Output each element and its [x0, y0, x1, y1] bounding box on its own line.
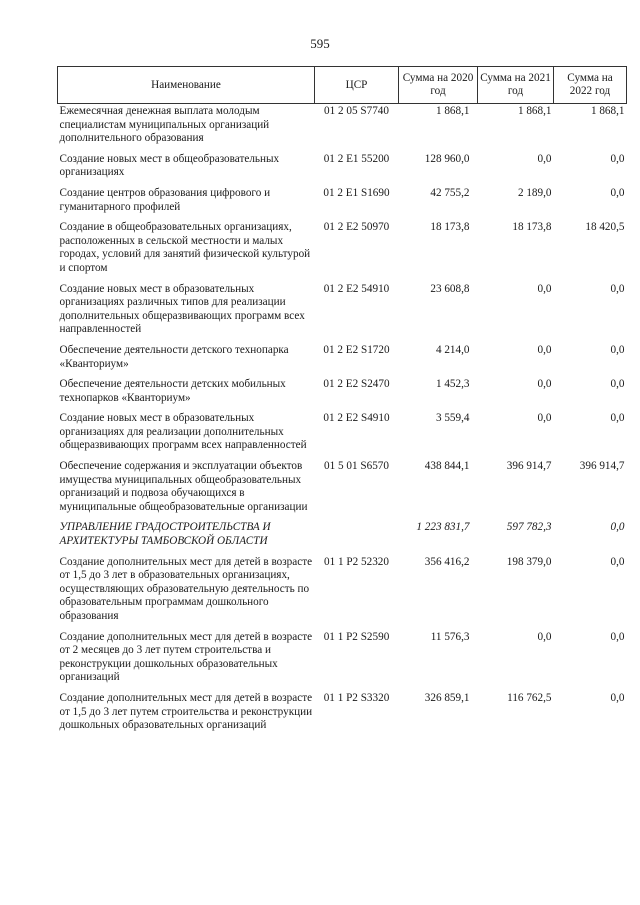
row-sum-2020: 1 868,1	[435, 105, 470, 117]
row-sum-2022: 0,0	[610, 412, 625, 425]
table-row	[58, 459, 627, 520]
row-sum-2022: 0,0	[610, 282, 625, 295]
row-sum-2022: 0,0	[610, 378, 625, 391]
row-sum-2020: 1 452,3	[435, 378, 470, 391]
budget-table	[57, 66, 627, 739]
table-row	[58, 220, 627, 281]
row-csr: 01 2 E1 55200	[323, 152, 390, 165]
header-name: Наименование	[58, 67, 315, 104]
table-row	[58, 411, 627, 459]
table-row	[58, 152, 627, 186]
page-number: 595	[310, 36, 330, 51]
row-csr: 01 2 E2 S4910	[323, 412, 390, 425]
header-sum-2022: Сумма на 2022 год	[554, 67, 627, 104]
row-csr: 01 1 P2 S3320	[323, 691, 390, 704]
section-csr	[315, 520, 399, 554]
row-sum-2022: 0,0	[610, 555, 625, 568]
header-csr: ЦСР	[315, 67, 399, 104]
row-sum-2022: 0,0	[610, 152, 625, 165]
row-csr: 01 2 05 S7740	[324, 105, 389, 117]
row-sum-2022: 0,0	[610, 691, 625, 704]
section-sum-2022: 0,0	[610, 521, 625, 534]
row-name: Создание в общеобразовательных организациях, расположенных в сельской местности и малых городах, условий для занятий физической культурой и спортом	[59, 221, 311, 274]
row-sum-2022: 0,0	[610, 186, 625, 199]
row-sum-2021: 198 379,0	[506, 555, 552, 568]
section-name: УПРАВЛЕНИЕ ГРАДОСТРОИТЕЛЬСТВА И АРХИТЕКТУРЫ ТАМБОВСКОЙ ОБЛАСТИ	[59, 521, 271, 548]
row-sum-2021: 396 914,7	[506, 460, 552, 473]
row-csr: 01 1 P2 S2590	[323, 630, 390, 643]
row-name: Обеспечение деятельности детских мобильных технопарков «Кванториум»	[59, 378, 286, 404]
row-name: Создание дополнительных мест для детей в возрасте от 1,5 до 3 лет в образовательных организациях, осуществляющих образовательную деятельность по образовательным программам дошкольного образования	[59, 555, 313, 622]
row-name: Создание новых мест в образовательных организациях различных типов для реализации дополнительных общеразвивающих программ всех направленностей	[59, 282, 305, 336]
table-row	[58, 377, 627, 411]
row-sum-2020: 4 214,0	[435, 343, 470, 356]
section-sum-2021: 597 782,3	[506, 521, 552, 534]
table-row	[58, 691, 627, 739]
row-sum-2022: 0,0	[610, 343, 625, 356]
row-csr: 01 5 01 S6570	[324, 460, 389, 473]
row-sum-2020: 326 859,1	[424, 691, 470, 704]
header-sum-2021: Сумма на 2021 год	[478, 67, 554, 104]
row-sum-2021: 0,0	[537, 282, 552, 295]
row-csr: 01 2 E2 S2470	[323, 378, 390, 391]
table-row	[58, 555, 627, 630]
row-sum-2020: 42 755,2	[430, 186, 470, 199]
table-header-row	[58, 67, 627, 104]
row-name: Создание дополнительных мест для детей в возрасте от 2 месяцев до 3 лет путем строительства и реконструкции дошкольных образовательных организаций	[59, 630, 313, 684]
row-sum-2021: 18 173,8	[512, 221, 552, 234]
row-csr: 01 1 P2 52320	[324, 555, 389, 568]
row-sum-2020: 18 173,8	[430, 221, 470, 234]
row-name: Создание новых мест в образовательных организациях для реализации дополнительных общеразвивающих программ всех направленностей	[59, 412, 307, 452]
table-row	[58, 186, 627, 220]
row-sum-2021: 0,0	[537, 630, 552, 643]
row-sum-2021: 2 189,0	[517, 186, 552, 199]
row-name: Обеспечение содержания и эксплуатации объектов имущества муниципальных общеобразовательных организаций и подвоза обучающихся в муниципальные общеобразовательные организации	[59, 460, 308, 513]
row-sum-2021: 1 868,1	[517, 105, 552, 117]
row-sum-2022: 18 420,5	[585, 221, 625, 234]
row-csr: 01 2 E2 S1720	[323, 343, 390, 356]
row-sum-2022: 0,0	[610, 630, 625, 643]
row-name: Создание дополнительных мест для детей в возрасте от 1,5 до 3 лет путем строительства и реконструкции дошкольных образовательных организаций	[59, 691, 313, 732]
row-sum-2021: 0,0	[537, 152, 552, 165]
row-sum-2022: 396 914,7	[579, 460, 625, 473]
table-row	[58, 343, 627, 377]
row-sum-2021: 0,0	[537, 412, 552, 425]
row-name: Ежемесячная денежная выплата молодым специалистам муниципальных организаций дополнительного образования	[59, 105, 270, 145]
header-sum-2020: Сумма на 2020 год	[399, 67, 478, 104]
table-row	[58, 282, 627, 343]
row-name: Создание центров образования цифрового и гуманитарного профилей	[59, 186, 271, 213]
row-sum-2020: 438 844,1	[424, 460, 470, 473]
row-sum-2021: 0,0	[537, 378, 552, 391]
section-sum-2020: 1 223 831,7	[416, 521, 470, 534]
row-name: Создание новых мест в общеобразовательных организациях	[59, 152, 280, 179]
row-name: Обеспечение деятельности детского технопарка «Кванториум»	[59, 343, 289, 370]
row-csr: 01 2 E2 50970	[323, 221, 390, 234]
row-sum-2020: 11 576,3	[430, 630, 470, 643]
row-csr: 01 2 E2 54910	[323, 282, 390, 295]
row-sum-2022: 1 868,1	[590, 105, 625, 117]
table-row	[58, 104, 627, 152]
row-sum-2020: 3 559,4	[435, 412, 470, 425]
row-sum-2020: 23 608,8	[430, 282, 470, 295]
section-row	[58, 520, 627, 554]
row-sum-2021: 0,0	[537, 343, 552, 356]
row-csr: 01 2 E1 S1690	[323, 186, 390, 199]
row-sum-2020: 128 960,0	[424, 152, 470, 165]
table-row	[58, 630, 627, 691]
row-sum-2021: 116 762,5	[507, 691, 552, 704]
row-sum-2020: 356 416,2	[424, 555, 470, 568]
